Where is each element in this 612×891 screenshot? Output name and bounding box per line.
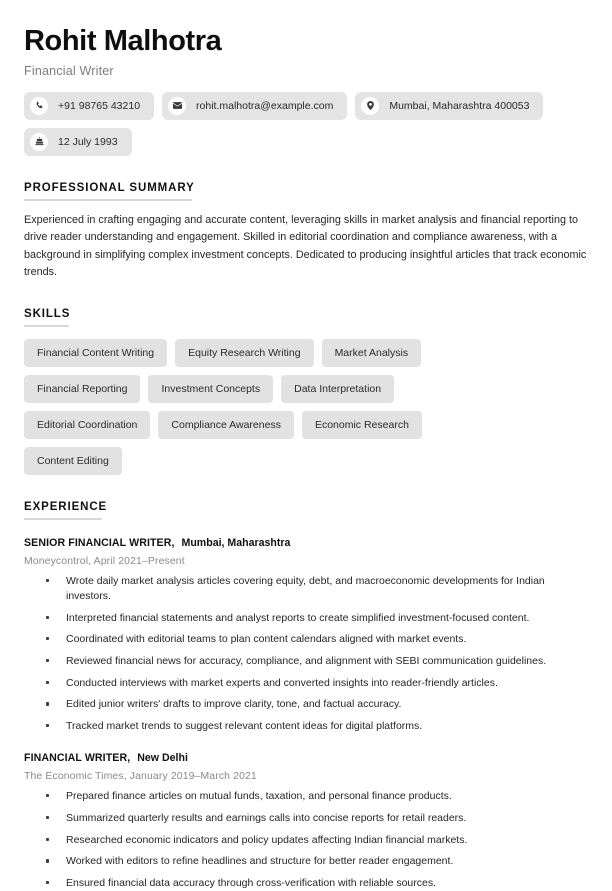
section-title-experience: EXPERIENCE (24, 500, 108, 513)
skill-chip: Compliance Awareness (158, 411, 294, 439)
experience-bullet: Interpreted financial statements and analyst reports to create simplified investment-focused content. (44, 611, 590, 626)
skill-chip: Content Editing (24, 447, 122, 475)
location-pin-icon (361, 97, 379, 115)
candidate-name: Rohit Malhotra (24, 25, 222, 57)
experience-company-dates: Moneycontrol, April 2021–Present (24, 555, 185, 567)
experience-heading (24, 532, 590, 553)
email-icon (168, 97, 186, 115)
skill-chip: Market Analysis (322, 339, 422, 367)
experience-job-title: FINANCIAL WRITER, (24, 752, 131, 765)
contact-chip-phone[interactable] (24, 92, 154, 120)
skill-chip: Data Interpretation (281, 375, 394, 403)
experience-bullet: Wrote daily market analysis articles covering equity, debt, and macroeconomic developments for Indian investors. (44, 574, 590, 604)
summary-paragraph: Experienced in crafting engaging and accurate content, leveraging skills in market analysis and financial reporting to drive reader understanding and engagement. Skilled in editorial coordination and compliance awareness, with a background in simplifying complex investment concepts. Dedicated to producing insightful articles that track economic trends. (24, 213, 587, 279)
experience-bullet: Ensured financial data accuracy through cross-verification with reliable sources. (44, 876, 590, 891)
experience-entry (22, 532, 590, 735)
phone-icon (30, 97, 48, 115)
experience-list (22, 532, 590, 891)
experience-bullet: Worked with editors to refine headlines and structure for better reader engagement. (44, 854, 590, 869)
experience-bullet: Researched economic indicators and policy updates affecting Indian financial markets. (44, 833, 590, 848)
skill-chip: Editorial Coordination (24, 411, 150, 439)
experience-job-location: Mumbai, Maharashtra (181, 536, 291, 549)
skill-chip: Financial Content Writing (24, 339, 167, 367)
experience-bullet: Reviewed financial news for accuracy, compliance, and alignment with SEBI communication guidelines. (44, 654, 590, 669)
experience-job-title: SENIOR FINANCIAL WRITER, (24, 536, 175, 549)
candidate-job-title: Financial Writer (24, 63, 114, 78)
skill-chip: Economic Research (302, 411, 422, 439)
contact-phone-text: +91 98765 43210 (58, 99, 141, 112)
resume-header (22, 26, 590, 156)
contact-chip-row-second (24, 128, 590, 156)
section-rule-experience (24, 518, 102, 520)
experience-entry (22, 747, 590, 891)
experience-bullet: Summarized quarterly results and earnings calls into concise reports for retail readers. (44, 811, 590, 826)
experience-company-dates: The Economic Times, January 2019–March 2021 (24, 771, 257, 783)
section-title-skills: SKILLS (24, 307, 71, 320)
experience-bullet: Prepared finance articles on mutual funds, taxation, and personal finance products. (44, 789, 590, 804)
section-rule-summary (24, 199, 192, 201)
experience-bullet: Coordinated with editorial teams to plan content calendars aligned with market events. (44, 632, 590, 647)
contact-birthdate-text: 12 July 1993 (58, 135, 118, 148)
contact-location-text: Mumbai, Maharashtra 400053 (389, 99, 530, 112)
contact-chip-row (24, 92, 590, 120)
experience-bullet-list (22, 574, 590, 735)
section-skills (22, 304, 590, 475)
contact-chip-location[interactable] (355, 92, 543, 120)
section-title-summary: PROFESSIONAL SUMMARY (24, 181, 195, 194)
experience-bullet: Edited junior writers' drafts to improve clarity, tone, and factual accuracy. (44, 697, 590, 712)
contact-chip-email[interactable] (162, 92, 347, 120)
experience-bullet-list (22, 789, 590, 891)
skill-chip: Equity Research Writing (175, 339, 313, 367)
experience-job-location: New Delhi (137, 752, 188, 765)
section-rule-skills (24, 325, 69, 327)
skills-list (24, 339, 524, 475)
birthday-cake-icon (30, 133, 48, 151)
section-experience (22, 497, 590, 891)
contact-chip-birthdate[interactable] (24, 128, 132, 156)
experience-bullet: Tracked market trends to suggest relevant content ideas for digital platforms. (44, 719, 590, 734)
experience-bullet: Conducted interviews with market experts and converted insights into reader-friendly articles. (44, 676, 590, 691)
experience-heading (24, 747, 590, 768)
contact-email-text: rohit.malhotra@example.com (196, 99, 334, 112)
skill-chip: Financial Reporting (24, 375, 140, 403)
section-professional-summary (22, 178, 590, 282)
skill-chip: Investment Concepts (148, 375, 273, 403)
